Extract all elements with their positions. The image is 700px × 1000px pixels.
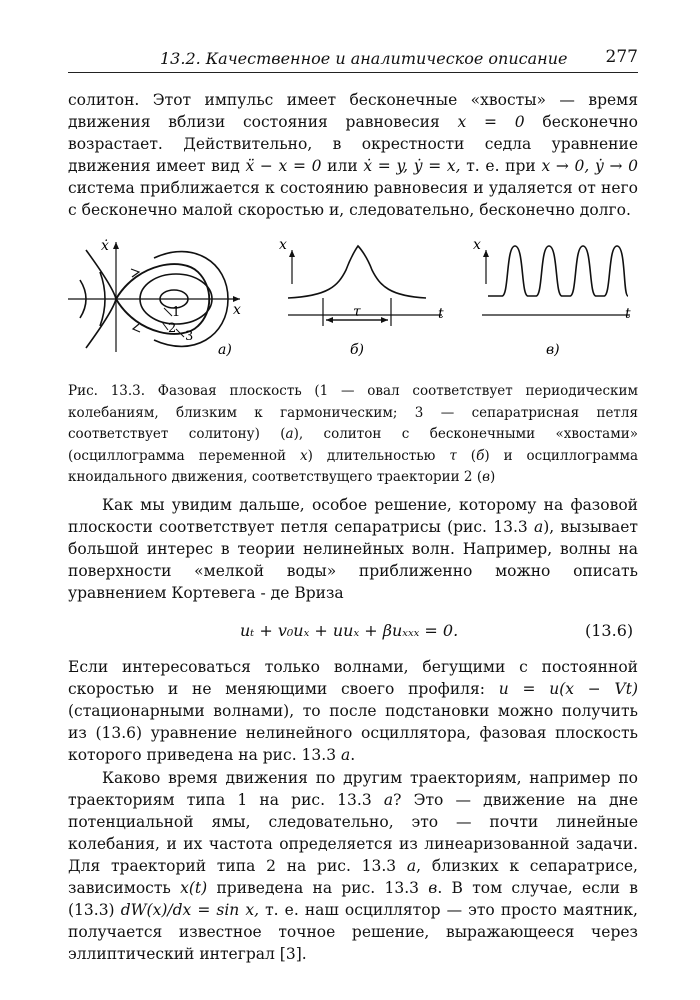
figure-caption: Рис. 13.3. Фазовая плоскость (1 — овал соответствует периодическим колебаниям, близким к гармоническим; 3 — сепаратрисная петля соответствует солитону) (а), солитон с бесконечными «хвостами» (осциллограмма переменной x) длительностью τ (б) и осциллограмма кноидального движения, соответствущего траектории 2 (в)	[68, 383, 639, 485]
paragraph-4: Каково время движения по другим траекториям, например по траекториям типа 1 на рис. 13.3 а? Это — движение на дне потенциальной ямы, следовательно, это — почти линейные колебания, и их частота определяется из линеаризованной задачи. Для траекторий типа 2 на рис. 13.3 а, близких к сепаратрисе, зависимость x(t) приведена на рис. 13.3 в. В том случае, если в (13.3) dW(x)/dx = sin x, т. е. наш осциллятор — это просто маятник, получается известное точное решение, выражающееся через эллиптический интеграл [3].	[68, 769, 638, 963]
curve-label-3: 3	[185, 329, 194, 344]
t-label-b: t	[438, 306, 444, 322]
leader-1	[164, 308, 172, 316]
equation-13-6: uₜ + v₀uₓ + uuₓ + βuₓₓₓ = 0.	[240, 621, 459, 640]
soliton-curve	[288, 246, 426, 298]
x-label-b: x	[279, 237, 287, 253]
tau-label: τ	[353, 304, 361, 320]
paragraph-3: Если интересоваться только волнами, бегущими с постоянной скоростью и не меняющими своего профиля: u = u(x − Vt) (стационарными волнами), то после подстановки можно получить из (13.6) уравнение нелинейного осциллятора, фазовая плоскость которого приведена на рис. 13.3 а.	[68, 658, 639, 764]
x-label-c: x	[473, 237, 481, 253]
soliton-panel	[288, 246, 442, 326]
t-label-c: t	[625, 306, 631, 322]
xdot-label: ẋ	[101, 238, 109, 254]
running-header	[68, 47, 638, 69]
panel-c-label: в)	[546, 342, 560, 358]
cnoidal-panel	[482, 246, 630, 315]
paragraph-2: Как мы увидим дальше, особое решение, которому на фазовой плоскости соответствует петля сепаратрисы (рис. 13.3 а), вызывает большой интерес в теории нелинейных волн. Например, волны на поверхности «мелкой воды» приближенно можно описать уравнением Кортевега - де Вриза	[68, 496, 638, 602]
header-rule	[68, 72, 638, 73]
curve-label-1: 1	[172, 305, 181, 320]
header-title: 13.2. Качественное и аналитическое описание	[160, 49, 568, 68]
page-number: 277	[605, 47, 638, 67]
paragraph-1: солитон. Этот импульс имеет бесконечные «хвосты» — время движения вблизи состояния равновесия x = 0 бесконечно возрастает. Действительно, в окрестности седла уравнение движения имеет вид ẍ − x = 0 или ẋ = y, ẏ = x, т. е. при x → 0, ẏ → 0 система приближается к состоянию равновесия и удаляется от него с бесконечно малой скоростью и, следовательно, бесконечно долго.	[68, 91, 639, 219]
phase-plane-panel	[68, 242, 240, 352]
curve-label-2: 2	[168, 321, 177, 336]
figure-13-3	[68, 232, 638, 367]
panel-b-label: б)	[350, 342, 365, 358]
panel-a-label: а)	[218, 342, 232, 358]
cnoidal-curve	[488, 246, 628, 296]
x-label: x	[233, 302, 241, 318]
flow-arrow-bottom	[133, 324, 140, 332]
equation-number: (13.6)	[585, 621, 634, 640]
